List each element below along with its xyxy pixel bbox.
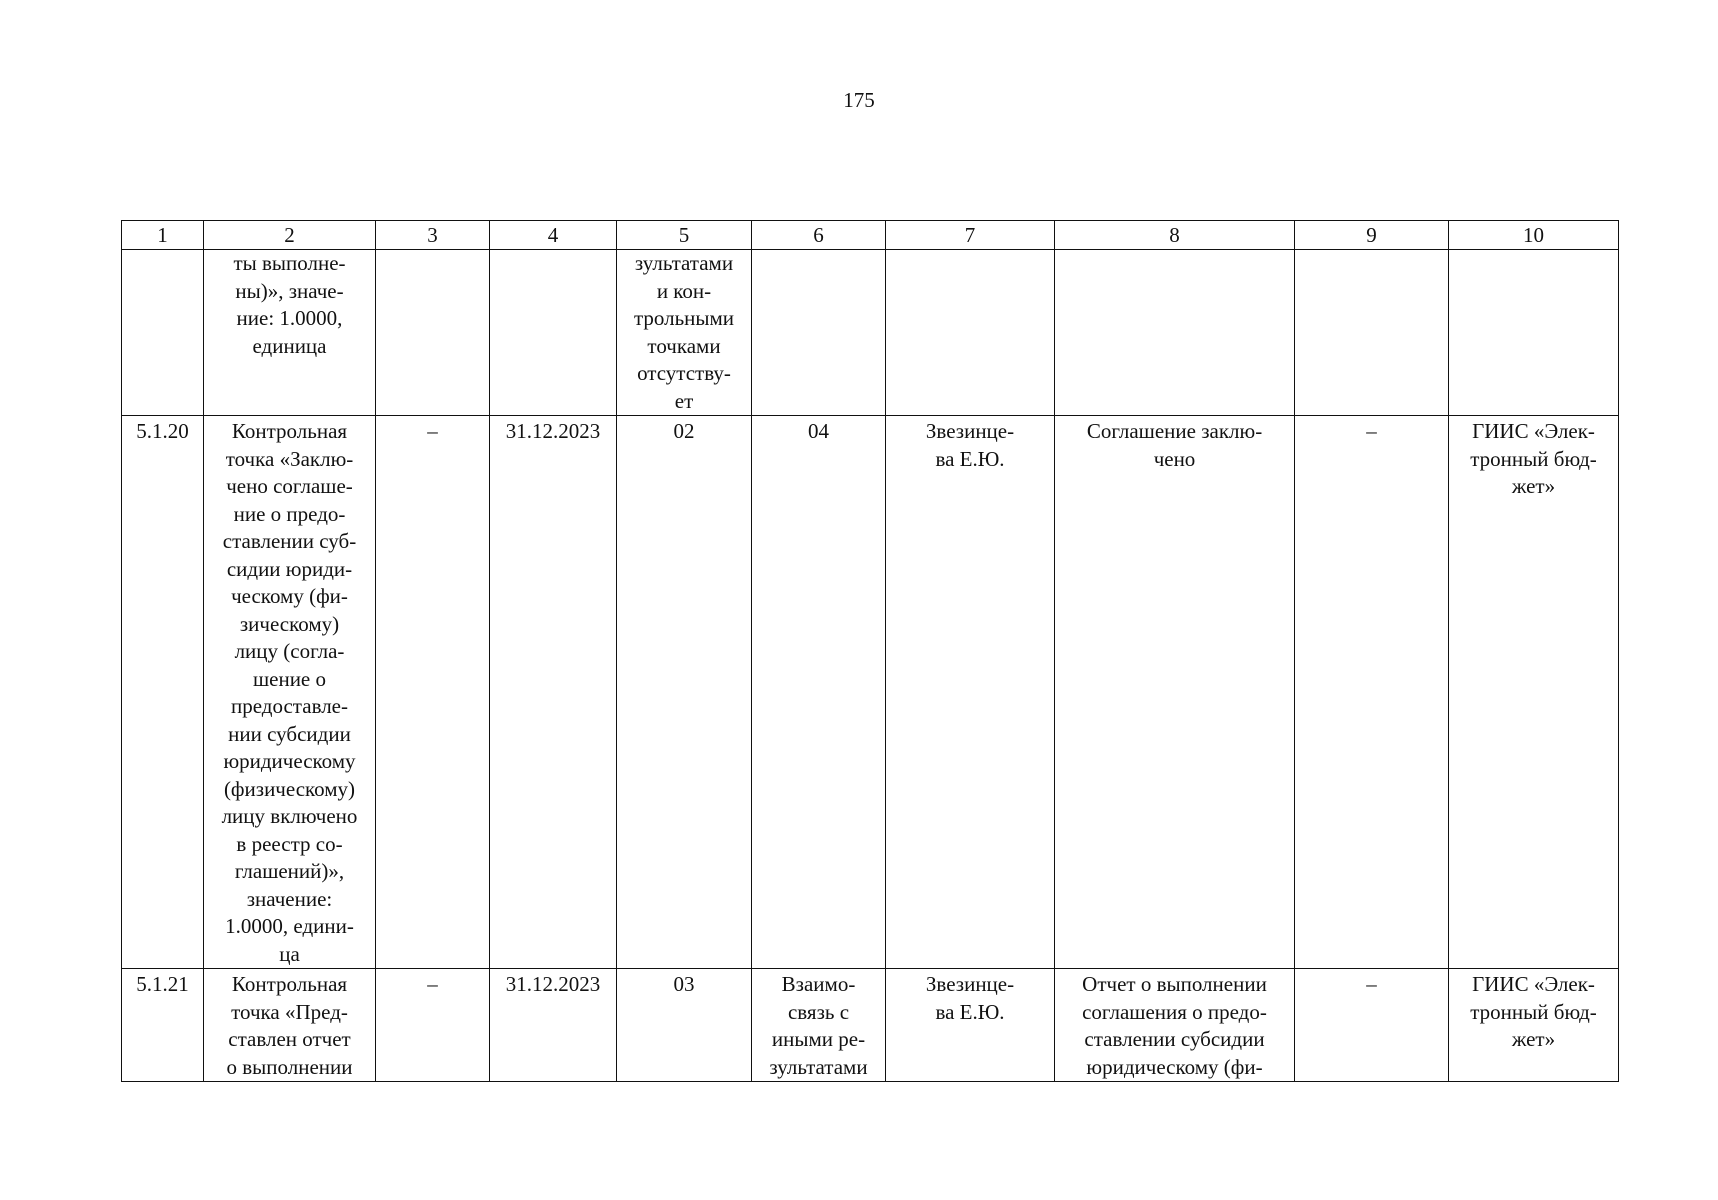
table-cell [490, 250, 617, 416]
table-cell: ты выполне- ны)», значе- ние: 1.0000, единица [204, 250, 376, 416]
table-cell: Отчет о выполнении соглашения о предо- ставлении субсидии юридическому (фи- [1055, 969, 1295, 1082]
table-cell [376, 250, 490, 416]
table-row [122, 416, 1619, 969]
table-cell: Звезинце- ва Е.Ю. [886, 969, 1055, 1082]
table-cell: ГИИС «Элек- тронный бюд- жет» [1449, 416, 1619, 969]
column-header: 9 [1295, 221, 1449, 250]
table-cell: – [376, 969, 490, 1082]
table-cell: 5.1.21 [122, 969, 204, 1082]
table-cell: 04 [752, 416, 886, 969]
table-cell [752, 250, 886, 416]
table-cell [1295, 250, 1449, 416]
column-header: 8 [1055, 221, 1295, 250]
table-cell [1055, 250, 1295, 416]
column-header: 5 [617, 221, 752, 250]
column-header: 10 [1449, 221, 1619, 250]
table-cell: 03 [617, 969, 752, 1082]
table-cell: 31.12.2023 [490, 416, 617, 969]
table-cell: Соглашение заклю- чено [1055, 416, 1295, 969]
column-header: 1 [122, 221, 204, 250]
table-cell: зультатами и кон- трольными точками отсутству- ет [617, 250, 752, 416]
table-cell [122, 250, 204, 416]
column-header: 6 [752, 221, 886, 250]
table-cell: Контрольная точка «Пред- ставлен отчет о выполнении [204, 969, 376, 1082]
table-row [122, 250, 1619, 416]
table-cell: Контрольная точка «Заклю- чено соглаше- ние о предо- ставлении суб- сидии юриди- ческому (фи- зическому) лицу (согла- шение о предоставле- нии субсидии юридическому (физическому) лицу включено в реестр со- глашений)», значение: 1.0000, едини- ца [204, 416, 376, 969]
column-header: 4 [490, 221, 617, 250]
table-cell: Взаимо- связь с иными ре- зультатами [752, 969, 886, 1082]
table-row [122, 969, 1619, 1082]
column-header: 2 [204, 221, 376, 250]
table-cell: – [1295, 969, 1449, 1082]
table-cell: 02 [617, 416, 752, 969]
table-cell: Звезинце- ва Е.Ю. [886, 416, 1055, 969]
page-number: 175 [843, 88, 875, 112]
column-header: 7 [886, 221, 1055, 250]
table-cell: – [376, 416, 490, 969]
table-cell [1449, 250, 1619, 416]
table-header-row [122, 221, 1619, 250]
table-cell: – [1295, 416, 1449, 969]
column-header: 3 [376, 221, 490, 250]
table-cell [886, 250, 1055, 416]
table-cell: ГИИС «Элек- тронный бюд- жет» [1449, 969, 1619, 1082]
table-cell: 31.12.2023 [490, 969, 617, 1082]
data-table [121, 220, 1619, 1082]
table-cell: 5.1.20 [122, 416, 204, 969]
